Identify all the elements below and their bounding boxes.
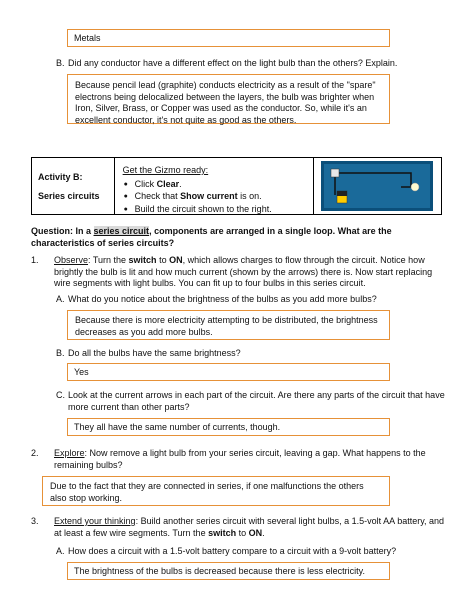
question-text: How does a circuit with a 1.5-volt battery compare to a circuit with a 9-volt battery?	[68, 546, 397, 556]
answer-box-metals[interactable]	[67, 29, 390, 47]
circuit-thumbnail-icon	[321, 161, 433, 211]
step-extend: Extend your thinking: Build another series circuit with several light bulbs, a 1.5-volt AA battery, and at least a few wire segments. Turn the switch to ON.	[54, 516, 445, 538]
question-letter: B.	[56, 348, 65, 358]
question-text: Look at the current arrows in each part of the circuit. Are there any parts of the circuit that have more current than other parts?	[68, 390, 445, 412]
answer-text: Because pencil lead (graphite) conducts electricity as a result of the "spare" electrons being delocalized between the layers, the bulb was brighter when Iron, Silver, Brass, or Copper was used as the conductor. So, while it's an excellent conductor, it's not quite as good as the others.	[75, 80, 376, 125]
question-letter: A.	[56, 546, 65, 556]
activity-name: Series circuits	[38, 190, 100, 201]
question-text: Do all the bulbs have the same brightness?	[68, 348, 241, 358]
gizmo-steps	[123, 179, 307, 216]
answer-text: Metals	[74, 33, 101, 43]
question-letter: B.	[56, 58, 65, 68]
step-explore: Explore: Now remove a light bulb from your series circuit, leaving a gap. What happens to the remaining bulbs?	[54, 448, 426, 470]
answer-box-battery[interactable]	[67, 562, 390, 580]
activity-label: Activity B:	[38, 172, 83, 182]
step-number: 1.	[31, 255, 39, 265]
step-number: 2.	[31, 448, 39, 458]
gizmo-step: ● Check that Show current is on.	[123, 191, 307, 203]
step-number: 3.	[31, 516, 39, 526]
answer-text: The brightness of the bulbs is decreased because there is less electricity.	[74, 566, 365, 576]
term-series-circuit: series circuit	[93, 226, 150, 236]
question-letter: A.	[56, 294, 65, 304]
answer-box-remove-bulb[interactable]	[42, 476, 390, 506]
question-letter: C.	[56, 390, 65, 400]
gizmo-instructions-cell	[115, 158, 314, 214]
answer-box-conductors[interactable]	[67, 74, 390, 124]
answer-text: Due to the fact that they are connected in series, if one malfunctions the others also stop working.	[50, 481, 364, 503]
gizmo-title: Get the Gizmo ready:	[122, 165, 209, 175]
step-observe: Observe: Turn the switch to ON, which allows charges to flow through the circuit. Notice how brightly the bulb is lit and how much current (shown by the arrows) there is. Now start replacing wire segments with light bulbs. You can fit up to four bulbs in this series circuit.	[54, 255, 433, 288]
activity-header-table	[31, 157, 442, 215]
main-question: Question: In a series circuit, components are arranged in a single loop. What are the characteristics of series circuits?	[31, 226, 392, 248]
answer-text: Yes	[74, 367, 89, 377]
circuit-image-cell	[314, 158, 441, 214]
answer-text: Because there is more electricity attempting to be distributed, the brightness decreases as you add more bulbs.	[75, 315, 378, 337]
gizmo-step: ● Click Clear.	[123, 179, 307, 191]
answer-box-same-brightness[interactable]	[67, 363, 390, 381]
activity-label-cell	[32, 158, 115, 214]
question-text: Did any conductor have a different effect on the light bulb than the others? Explain.	[68, 58, 398, 68]
answer-box-brightness[interactable]	[67, 310, 390, 340]
question-text: What do you notice about the brightness of the bulbs as you add more bulbs?	[68, 294, 377, 304]
answer-box-current[interactable]	[67, 418, 390, 436]
answer-text: They all have the same number of currents, though.	[74, 422, 281, 432]
gizmo-step: ● Build the circuit shown to the right.	[123, 204, 307, 216]
